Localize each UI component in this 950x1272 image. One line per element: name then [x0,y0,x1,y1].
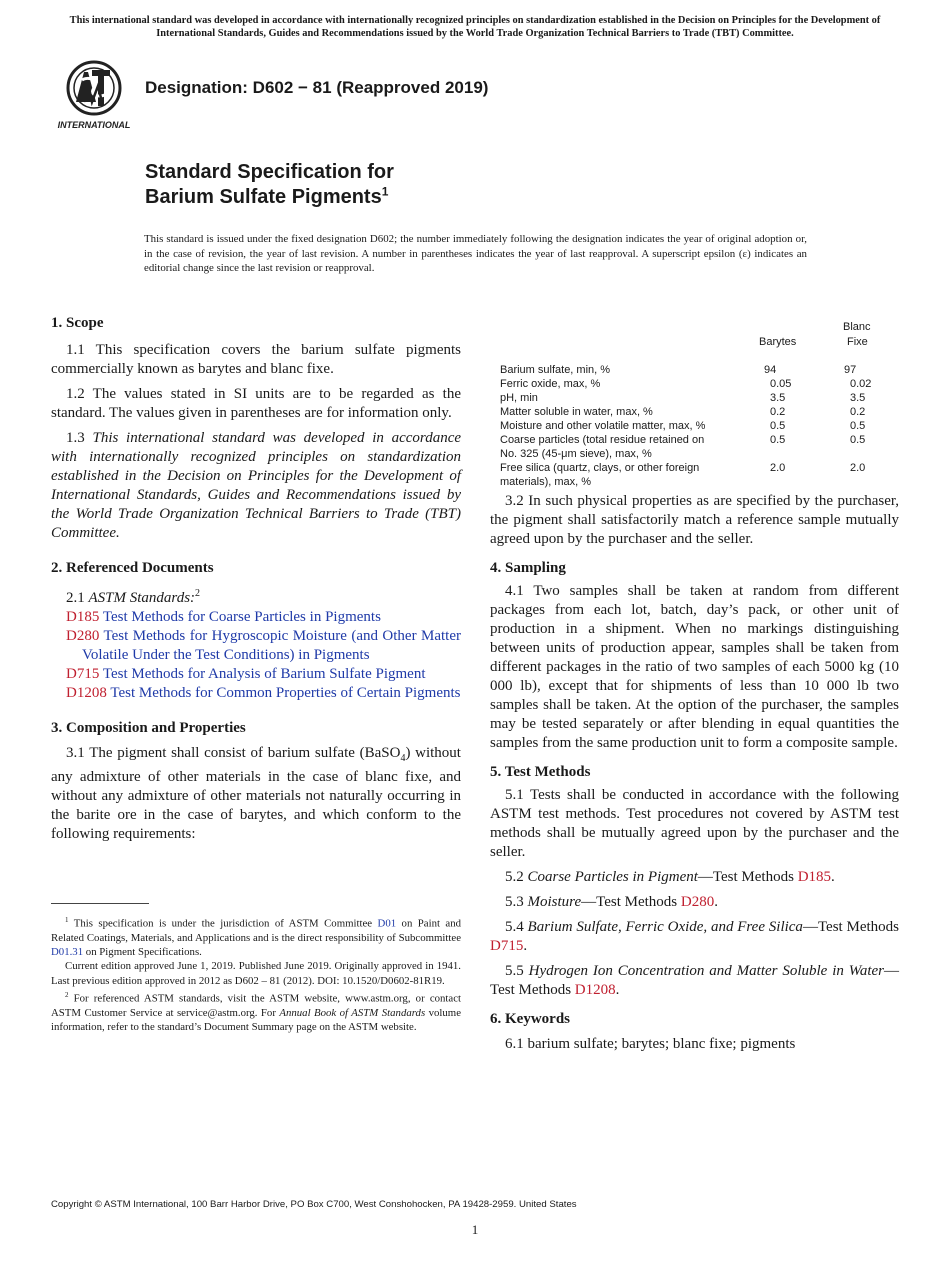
test-methods-heading: 5. Test Methods [490,764,591,780]
scope-1-1: 1.1 This specification covers the barium sulfate pigments commercially known as barytes and blanc fixe. [51,342,461,377]
link-d280[interactable]: D280 [680,894,715,910]
col-header-barytes: Barytes [759,336,797,348]
ref-d715[interactable]: D715 Test Methods for Analysis of Barium Sulfate Pigment [66,666,426,682]
scope-1-2: 1.2 The values stated in SI units are to be regarded as the standard. The values given in parentheses are for information only. [51,386,461,421]
row-barytes: 0.5 [770,434,786,446]
link-d185[interactable]: D185 [797,869,832,885]
keywords-heading: 6. Keywords [490,1011,570,1027]
footnote-1-edition: Current edition approved June 1, 2019. Published June 2019. Originally approved in 1941. Last previous edition approved in 2012 as D602 – 81 (2012). DOI: 10.1520/D0602-81R19. [51,960,461,987]
designation: Designation: D602 − 81 (Reapproved 2019) [145,78,489,97]
page-number: 1 [471,1222,479,1237]
issuance-notice: This standard is issued under the fixed designation D602; the number immediately following the designation indicates the year of original adoption or, in the case of revision, the year of last revision. A number in parentheses indicates the year of last reapproval. A superscript epsilon (ε) indicates an editorial change since the last revision or reapproval. [144,233,807,275]
copyright: Copyright © ASTM International, 100 Barr Harbor Drive, PO Box C700, West Conshohocken, PA 19428-2959. United States [51,1199,577,1210]
row-label: Free silica (quartz, clays, or other foreign [500,462,700,474]
title-line-2: Barium Sulfate Pigments [145,186,382,208]
left-column [51,314,461,844]
footnote-1: $^1$ This specification is under the jurisdiction of ASTM Committee D01 on Paint and Related Coatings, Materials, and Applications and is the direct responsibility of Subcommittee D01.31 on Pigment Specifications. [51,916,461,959]
referenced-intro: 2.1 ASTM Standards:$^2$ [66,588,201,606]
link-d1208[interactable]: D1208 [574,982,616,998]
astm-logo-icon [54,58,134,132]
row-label-cont: materials), max, % [500,476,592,488]
title-footnote-mark[interactable]: 1 [381,184,389,199]
referenced-heading: 2. Referenced Documents [51,560,214,576]
ref-d1208[interactable]: D1208 Test Methods for Common Properties of Certain Pigments [66,685,461,701]
top-notice: This international standard was developed in accordance with internationally recognized principles on standardization established in the Decision on Principles for the Development of International Standards, Guides and Recommendations issued by the World Trade Organization Technical Barriers to Trade (TBT) Committee. [69,15,881,39]
page-title [145,160,394,210]
scope-1-3: 1.3 This international standard was developed in accordance with internationally recognized principles on standardization established in the Decision on Principles for the Development of International Standards, Guides and Recommendations issued by the World Trade Organization Technical Barriers to Trade (TBT) Committee. [51,430,462,541]
link-d01-31[interactable]: D01.31 [51,946,84,959]
test-methods-5-1: 5.1 Tests shall be conducted in accordance with the following ASTM test methods. Test procedures not covered by ASTM test methods shall be mutually agreed upon by the purchaser and the seller. [490,787,899,860]
row-barytes: 0.2 [770,406,786,418]
test-methods-5-5: 5.5 Hydrogen Ion Concentration and Matter Soluble in Water—Test Methods D1208. [490,963,900,998]
sampling-heading: 4. Sampling [490,560,566,576]
link-d01[interactable]: D01 [377,917,397,930]
row-blanc: 2.0 [850,462,866,474]
ref-d185[interactable]: D185 Test Methods for Coarse Particles in Pigments [66,609,381,625]
row-label-cont: No. 325 (45-μm sieve), max, % [500,448,652,460]
row-blanc: 97 [844,364,857,376]
col-header-fixe: Fixe [847,336,868,348]
right-column [490,320,899,1054]
footnote-2: $^2$ For referenced ASTM standards, visit the ASTM website, www.astm.org, or contact ASTM Customer Service at service@astm.org. For Annual Book of ASTM Standards volume information, refer to the standard’s Document Summary page on the ASTM website. [51,991,461,1034]
sampling-4-1: 4.1 Two samples shall be taken at random from different packages from each lot, batch, day’s pack, or other unit of production in a shipment. When no markings distinguishing between units of production appear, samples shall be taken from different packages in the ratio of two samples of each 5000 kg (10 000 lb), except that for shipments of less than 10 000 lb two samples shall be taken. At the option of the purchaser, the samples may be tested separately or after blending in equal quantities the samples from the same production unit to form a composite sample. [490,583,899,751]
footnote-2-mark[interactable]: 2 [195,588,201,599]
row-barytes: 2.0 [770,462,786,474]
link-d715[interactable]: D715 [490,938,524,954]
test-methods-5-3: 5.3 Moisture—Test Methods D280. [505,894,718,910]
test-methods-5-4: 5.4 Barium Sulfate, Ferric Oxide, and Free Silica—Test Methods D715. [490,919,899,954]
row-blanc: 0.5 [850,420,866,432]
row-label: pH, min [500,392,538,404]
ref-d280[interactable]: D280 Test Methods for Hygroscopic Moisture (and Other Matter Volatile Under the Test Conditions) in Pigments [66,628,462,663]
row-blanc: 3.5 [850,392,866,404]
composition-3-1: 3.1 The pigment shall consist of barium sulfate (BaSO$_4$) without any admixture of other materials in the case of blanc fixe, and without any admixture of other materials not naturally occurring in the barite ore in the case of barytes, and which conform to the following requirements: [51,745,461,842]
row-label: Ferric oxide, max, % [500,378,601,390]
composition-3-2: 3.2 In such physical properties as are specified by the purchaser, the pigment shall satisfactorily match a reference sample mutually agreed upon by the purchaser and the seller. [490,493,899,547]
row-blanc: 0.2 [850,406,866,418]
row-barytes: 0.05 [770,378,792,390]
row-label: Barium sulfate, min, % [500,364,611,376]
requirements-table [490,320,899,490]
footnotes [51,913,461,1035]
row-barytes: 94 [764,364,777,376]
footnote-divider [51,903,149,904]
title-line-1: Standard Specification for [145,161,394,183]
row-barytes: 3.5 [770,392,786,404]
row-label: Moisture and other volatile matter, max, % [500,420,706,432]
row-blanc: 0.5 [850,434,866,446]
composition-heading: 3. Composition and Properties [51,720,246,736]
test-methods-5-2: 5.2 Coarse Particles in Pigment—Test Methods D185. [505,869,835,885]
keywords-6-1: 6.1 barium sulfate; barytes; blanc fixe; pigments [505,1036,796,1052]
row-barytes: 0.5 [770,420,786,432]
col-header-blanc: Blanc [843,321,871,333]
logo-text: INTERNATIONAL [57,120,131,130]
row-label: Matter soluble in water, max, % [500,406,653,418]
row-blanc: 0.02 [850,378,872,390]
row-label: Coarse particles (total residue retained on [500,434,705,446]
scope-heading: 1. Scope [51,315,104,331]
